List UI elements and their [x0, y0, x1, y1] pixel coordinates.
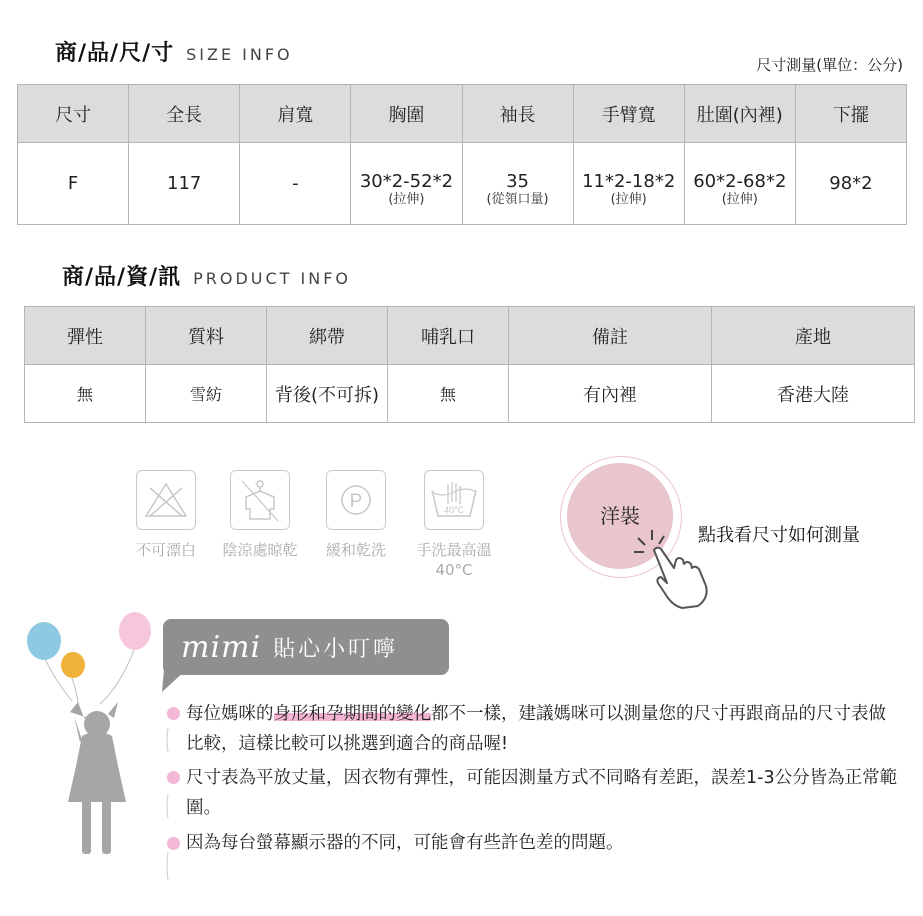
product-table-value-row — [25, 365, 915, 423]
size-guide-link[interactable]: 點我看尺寸如何測量 — [698, 525, 860, 546]
size-value-cell — [240, 143, 351, 225]
size-value-cell — [684, 143, 795, 225]
product-value-cell: 香港大陸 — [712, 365, 915, 423]
product-value-cell: 背後(不可拆) — [267, 365, 388, 423]
size-guide-circle-label[interactable]: 洋裝 — [600, 504, 640, 528]
care-label: 不可漂白 — [135, 541, 196, 559]
tip-item-2: 尺寸表為平放丈量，因衣物有彈性，可能因測量方式不同略有差距，誤差1-3公分皆為正常範圍。 — [186, 768, 898, 818]
care-item-hand-wash — [404, 470, 504, 580]
pink-balloon-icon — [119, 612, 151, 650]
size-note: (從領口量) — [486, 192, 549, 207]
size-value-cell — [351, 143, 462, 225]
hand-wash-icon — [424, 470, 484, 530]
hand-wash-temp: 40°C — [443, 505, 465, 515]
size-header-cell: 肚圍(內裡) — [684, 85, 795, 143]
size-value: 30*2-52*2 — [359, 171, 454, 192]
product-header-cell: 綁帶 — [267, 307, 388, 365]
tip-bullet-icon — [167, 837, 180, 850]
product-header-cell: 備註 — [509, 307, 712, 365]
size-table — [17, 84, 907, 225]
product-value-cell: 雪紡 — [146, 365, 267, 423]
size-value-cell — [573, 143, 684, 225]
size-note: (拉伸) — [610, 192, 647, 207]
unit-note: 尺寸測量(單位：公分) — [756, 56, 903, 74]
product-header-cell: 產地 — [712, 307, 915, 365]
girl-silhouette-icon — [68, 702, 126, 854]
care-label: 緩和乾洗 — [325, 541, 386, 559]
size-table-header-row — [18, 85, 907, 143]
product-value-cell: 無 — [388, 365, 509, 423]
tip1-text-pre: 每位媽咪的 — [186, 704, 274, 724]
product-table-header-row — [25, 307, 915, 365]
tip-item-3: 因為每台螢幕顯示器的不同，可能會有些許色差的問題。 — [186, 833, 624, 853]
product-info-title-zh: 商/品/資/訊 — [62, 265, 182, 290]
product-table — [24, 306, 915, 423]
size-header-cell: 胸圍 — [351, 85, 462, 143]
product-header-cell: 哺乳口 — [388, 307, 509, 365]
care-label: 陰涼處晾乾 — [222, 541, 298, 559]
size-note: (拉伸) — [721, 192, 758, 207]
size-header-cell: 下擺 — [795, 85, 906, 143]
size-info-title — [55, 36, 293, 67]
size-value-cell — [18, 143, 129, 225]
bubble-tail-icon — [160, 670, 190, 694]
tip-item-1 — [186, 699, 898, 759]
tip1-highlight: 身形和孕期間的變化 — [273, 704, 431, 724]
tip-bullet-icon — [167, 707, 180, 720]
svg-text:P: P — [349, 491, 363, 512]
tips-header-bubble — [163, 619, 449, 675]
size-value: - — [292, 172, 299, 194]
size-header-cell: 手臂寬 — [573, 85, 684, 143]
tip1-text-post: 都不一樣，建議媽咪可以測量您的尺寸再跟商品的尺寸表做比較，這樣比較可以挑選到適合的商品喔! — [186, 704, 886, 754]
size-header-cell: 全長 — [129, 85, 240, 143]
size-value-cell — [129, 143, 240, 225]
size-header-cell: 袖長 — [462, 85, 573, 143]
blue-balloon-icon — [27, 622, 61, 660]
care-label: 手洗最高溫 — [416, 541, 492, 559]
size-info-title-zh: 商/品/尺/寸 — [55, 41, 175, 66]
size-header-cell: 肩寬 — [240, 85, 351, 143]
tips-brand: mimi — [181, 629, 262, 665]
girl-balloons-illustration — [22, 606, 162, 886]
tips-bullet-line — [162, 706, 176, 886]
tip-bullet-icon — [167, 771, 180, 784]
care-item-gentle-dry-clean — [314, 470, 398, 560]
size-value: 11*2-18*2 — [582, 171, 676, 192]
care-item-no-bleach — [124, 470, 208, 560]
product-value-cell: 有內裡 — [509, 365, 712, 423]
size-value: F — [67, 172, 79, 194]
size-value: 60*2-68*2 — [693, 171, 787, 192]
shade-dry-icon — [230, 470, 290, 530]
care-item-shade-dry — [212, 470, 308, 560]
gentle-dry-clean-icon — [326, 470, 386, 530]
no-bleach-icon — [136, 470, 196, 530]
size-value: 117 — [167, 172, 202, 194]
product-header-cell: 質料 — [146, 307, 267, 365]
tips-title: 貼心小叮嚀 — [273, 636, 399, 662]
size-value-cell — [462, 143, 573, 225]
orange-balloon-icon — [61, 652, 85, 678]
size-value: 35 — [506, 171, 530, 192]
product-header-cell: 彈性 — [25, 307, 146, 365]
care-label-temp: 40°C — [435, 561, 473, 579]
size-note: (拉伸) — [388, 192, 425, 207]
size-header-cell: 尺寸 — [18, 85, 129, 143]
product-info-title — [62, 260, 351, 291]
size-info-title-en: SIZE INFO — [186, 45, 293, 64]
product-value-cell: 無 — [25, 365, 146, 423]
size-table-value-row — [18, 143, 907, 225]
size-value: 98*2 — [829, 172, 873, 194]
size-value-cell — [795, 143, 906, 225]
product-info-title-en: PRODUCT INFO — [193, 269, 352, 288]
